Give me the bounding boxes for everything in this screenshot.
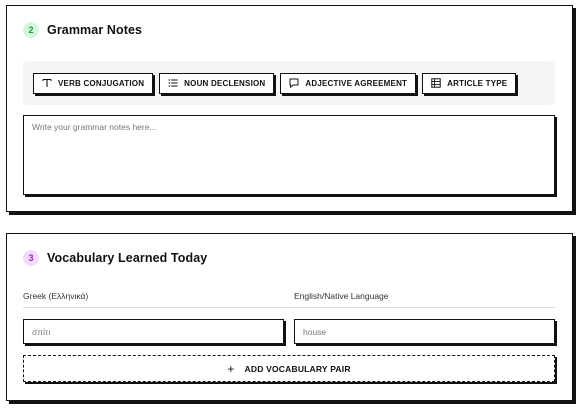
header-divider: [23, 307, 555, 308]
noun-declension-button[interactable]: [159, 73, 274, 94]
button-label: ADJECTIVE AGREEMENT: [305, 78, 408, 88]
button-label: NOUN DECLENSION: [184, 78, 266, 88]
step-number-badge: 3: [23, 250, 39, 266]
step-number-badge: 2: [23, 22, 39, 38]
table-icon: [431, 78, 441, 88]
add-button-label: ADD VOCABULARY PAIR: [244, 363, 351, 374]
greek-placeholder: σπίτι: [32, 326, 51, 337]
verb-conjugation-button[interactable]: [33, 73, 153, 94]
greek-column-label: Greek (Ελληνικά): [23, 291, 89, 301]
section-title: Grammar Notes: [47, 23, 143, 37]
list-icon: [168, 78, 178, 88]
plus-icon: +: [227, 361, 235, 376]
article-type-button[interactable]: [422, 73, 516, 94]
add-vocabulary-pair-button[interactable]: [23, 355, 555, 382]
grammar-toolbar: [23, 61, 555, 105]
vocab-section-header: [23, 250, 207, 266]
adjective-agreement-button[interactable]: [280, 73, 416, 94]
text-type-icon: [42, 78, 52, 88]
notes-placeholder: Write your grammar notes here...: [32, 122, 157, 132]
button-label: ARTICLE TYPE: [447, 78, 508, 88]
greek-word-input[interactable]: [23, 319, 284, 344]
english-placeholder: house: [303, 326, 327, 337]
vocabulary-card: [6, 233, 573, 401]
grammar-notes-card: [6, 5, 573, 212]
comment-icon: [289, 78, 299, 88]
grammar-section-header: [23, 22, 142, 38]
english-column-label: English/Native Language: [294, 291, 389, 301]
button-label: VERB CONJUGATION: [58, 78, 145, 88]
grammar-notes-textarea[interactable]: [23, 115, 555, 195]
section-title: Vocabulary Learned Today: [47, 251, 208, 265]
english-word-input[interactable]: [294, 319, 555, 344]
